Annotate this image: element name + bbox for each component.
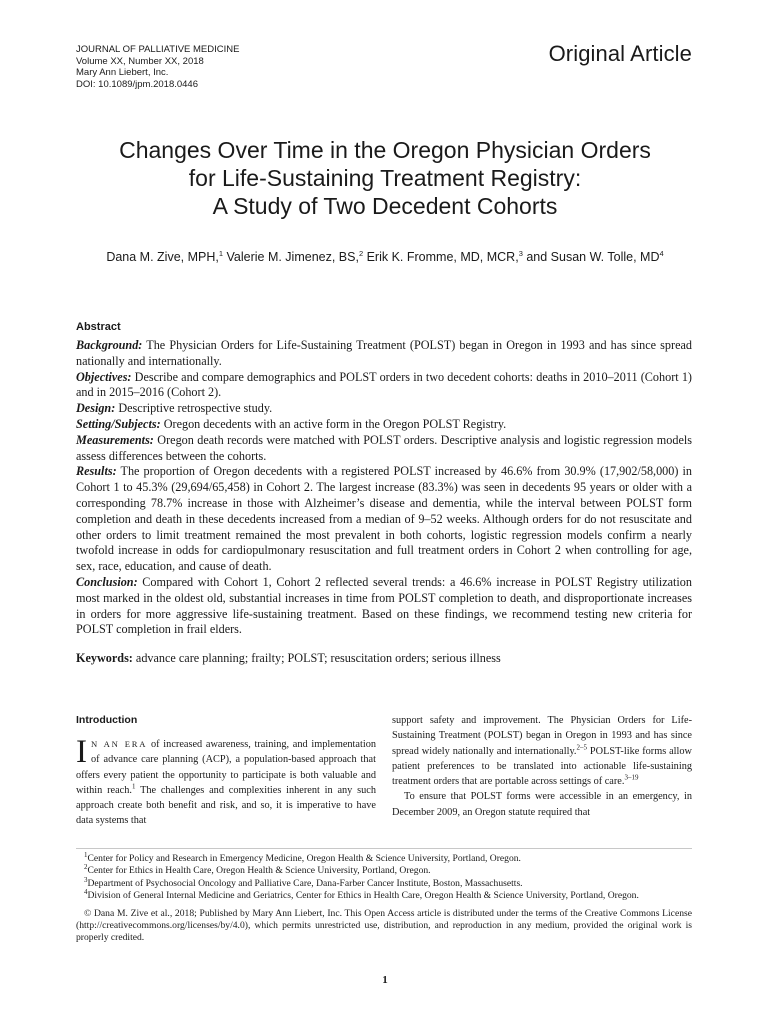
- affiliation-text: Center for Policy and Research in Emergency Medicine, Oregon Health & Science University, Portland, Oregon.: [87, 853, 521, 864]
- abstract-text: Descriptive retrospective study.: [115, 401, 273, 416]
- affiliation: [76, 875, 692, 890]
- abstract-label: Results:: [76, 464, 117, 479]
- affiliation: [76, 865, 692, 877]
- author-affiliation: 4: [659, 248, 664, 258]
- affiliation-text: Division of General Internal Medicine and Geriatrics, Center for Ethics in Health Care, Oregon Health & Science University, Portland, Oregon.: [87, 890, 639, 902]
- author-affiliation: 3: [518, 248, 523, 258]
- intro-heading: Introduction: [76, 714, 138, 726]
- author-affiliation: 2: [358, 248, 364, 258]
- keywords-text: advance care planning; frailty; POLST; resuscitation orders; serious illness: [132, 651, 501, 665]
- abstract-body: [76, 338, 692, 638]
- title-line-1: Changes Over Time in the Oregon Physician Orders: [119, 137, 651, 163]
- journal-name: JOURNAL OF PALLIATIVE MEDICINE: [76, 44, 240, 55]
- affiliation-number: 3: [84, 875, 88, 884]
- abstract-background: [76, 338, 692, 370]
- abstract-label: Objectives:: [76, 369, 132, 384]
- intro-column-right: [392, 713, 692, 820]
- intro-paragraph: To ensure that POLST forms were accessible in an emergency, in December 2009, an Oregon statute required that: [392, 791, 692, 818]
- abstract-setting: [76, 417, 692, 433]
- author-name: Valerie M. Jimenez, BS,: [223, 250, 359, 264]
- author-name: and Susan W. Tolle, MD: [522, 250, 660, 264]
- small-caps-lead: N AN ERA: [91, 739, 148, 749]
- citation-ref[interactable]: 2–5: [576, 743, 587, 752]
- article-type: Original Article: [548, 41, 692, 66]
- citation-ref[interactable]: 3–19: [624, 773, 639, 782]
- abstract-results: [76, 464, 692, 575]
- intro-text: POLST-like forms allow patient preferences to be translated into actionable life-sustaining treatment orders that are portable across settings of care.: [392, 745, 692, 788]
- title-line-2: for Life-Sustaining Treatment Registry:: [188, 165, 582, 191]
- abstract-text: Compared with Cohort 1, Cohort 2 reflected several trends: a 46.6% increase in POLST Registry utilization most marked in the oldest old, substantial increases in time from POLST completion to death, and disproportionate increases in orders for more aggressive life-sustaining treatment. Based on these findings, we recommend testing new criteria for POLST completion in frail elders.: [76, 574, 692, 637]
- abstract-measurements: [76, 433, 692, 465]
- abstract-label: Design:: [76, 401, 116, 416]
- keywords-label: Keywords:: [76, 651, 133, 665]
- abstract-text: Describe and compare demographics and POLST orders in two decedent cohorts: deaths in 2010–2011 (Cohort 1) and in 2015–2016 (Cohort 2).: [76, 369, 692, 400]
- abstract-label: Conclusion:: [76, 574, 138, 589]
- title-line-3: A Study of Two Decedent Cohorts: [212, 193, 558, 219]
- doi: DOI: 10.1089/jpm.2018.0446: [76, 78, 199, 90]
- abstract-label: Setting/Subjects:: [76, 416, 161, 431]
- abstract-text: The Physician Orders for Life-Sustaining Treatment (POLST) began in Oregon in 1993 and has since spread nationally and internationally.: [76, 338, 692, 368]
- author-affiliation: 1: [218, 248, 224, 258]
- intro-paragraph: [392, 713, 692, 789]
- abstract-design: [76, 401, 692, 417]
- intro-text: The challenges and complexities inherent in any such approach create both benefit and risk, and so, it is imperative to have data systems that: [76, 784, 376, 827]
- affiliation: [76, 850, 692, 865]
- intro-column-left: [76, 713, 376, 829]
- affiliation-number: 4: [84, 888, 88, 897]
- affiliation-number: 1: [84, 850, 88, 859]
- citation-ref[interactable]: 1: [131, 782, 136, 791]
- journal-info: [76, 44, 239, 90]
- author-name: Erik K. Fromme, MD, MCR,: [363, 250, 519, 264]
- abstract-objectives: [76, 370, 692, 402]
- intro-text: support safety and improvement. The Physician Orders for Life-Sustaining Treatment (POLST) began in Oregon in 1993 and has since spread widely nationally and internationally.: [392, 715, 692, 757]
- intro-text: of increased awareness, training, and implementation of advance care planning (ACP), a population-based approach that offers every patient the opportunity to participate is both valuable and within reach.: [76, 739, 376, 796]
- affiliation: [76, 890, 692, 902]
- abstract-text: Oregon death records were matched with POLST orders. Descriptive analysis and logistic regression models assess differences between the cohorts.: [76, 432, 692, 463]
- license-notice: © Dana M. Zive et al., 2018; Published by Mary Ann Liebert, Inc. This Open Access article is distributed under the terms of the Creative Commons License (http://creativecommons.org/licenses/by/4.0), which permits unrestricted use, distribution, and reproduction in any medium, provided the original work is properly credited.: [76, 907, 692, 944]
- footnotes: [76, 850, 692, 945]
- abstract-text: The proportion of Oregon decedents with a registered POLST increased by 46.6% from 30.9% (17,902/58,000) in Cohort 1 to 45.3% (29,694/65,458) in Cohort 2. The largest increase (83.3%) was seen in decedents 95 years or older with a corresponding 78.7% increase in those with Alzheimer’s disease and dementia, while the interval between POLST form completion and death in these decedents increased from a median of 9–52 weeks. Although orders for do not resuscitate and other orders to limit treatment remained the most prevalent in both cohorts, logistic regression models confirm a nearly twofold increase in odds for cardiopulmonary resuscitation and full treatment orders in Cohort 2 when controlling for age, sex, race, education, and cause of death.: [76, 464, 692, 574]
- footnote-divider: [76, 848, 692, 849]
- affiliation-number: 2: [84, 863, 88, 872]
- abstract-text: Oregon decedents with an active form in the Oregon POLST Registry.: [160, 416, 507, 431]
- keywords: [76, 651, 692, 666]
- page-number: 1: [382, 974, 388, 986]
- author-list: [0, 250, 770, 264]
- affiliation-text: Center for Ethics in Health Care, Oregon Health & Science University, Portland, Oregon.: [87, 865, 431, 877]
- drop-cap: I: [76, 734, 87, 770]
- abstract-conclusion: [76, 575, 692, 638]
- publisher: Mary Ann Liebert, Inc.: [76, 67, 169, 78]
- intro-paragraph: [76, 734, 376, 829]
- abstract-label: Measurements:: [76, 432, 154, 447]
- abstract-heading: Abstract: [76, 321, 121, 333]
- journal-volume: Volume XX, Number XX, 2018: [76, 55, 204, 67]
- article-title: [0, 136, 770, 220]
- author-name: Dana M. Zive, MPH,: [106, 250, 219, 264]
- affiliation-text: Department of Psychosocial Oncology and Palliative Care, Dana-Farber Cancer Institute, Boston, Massachusetts.: [87, 877, 523, 889]
- abstract-label: Background:: [76, 338, 143, 352]
